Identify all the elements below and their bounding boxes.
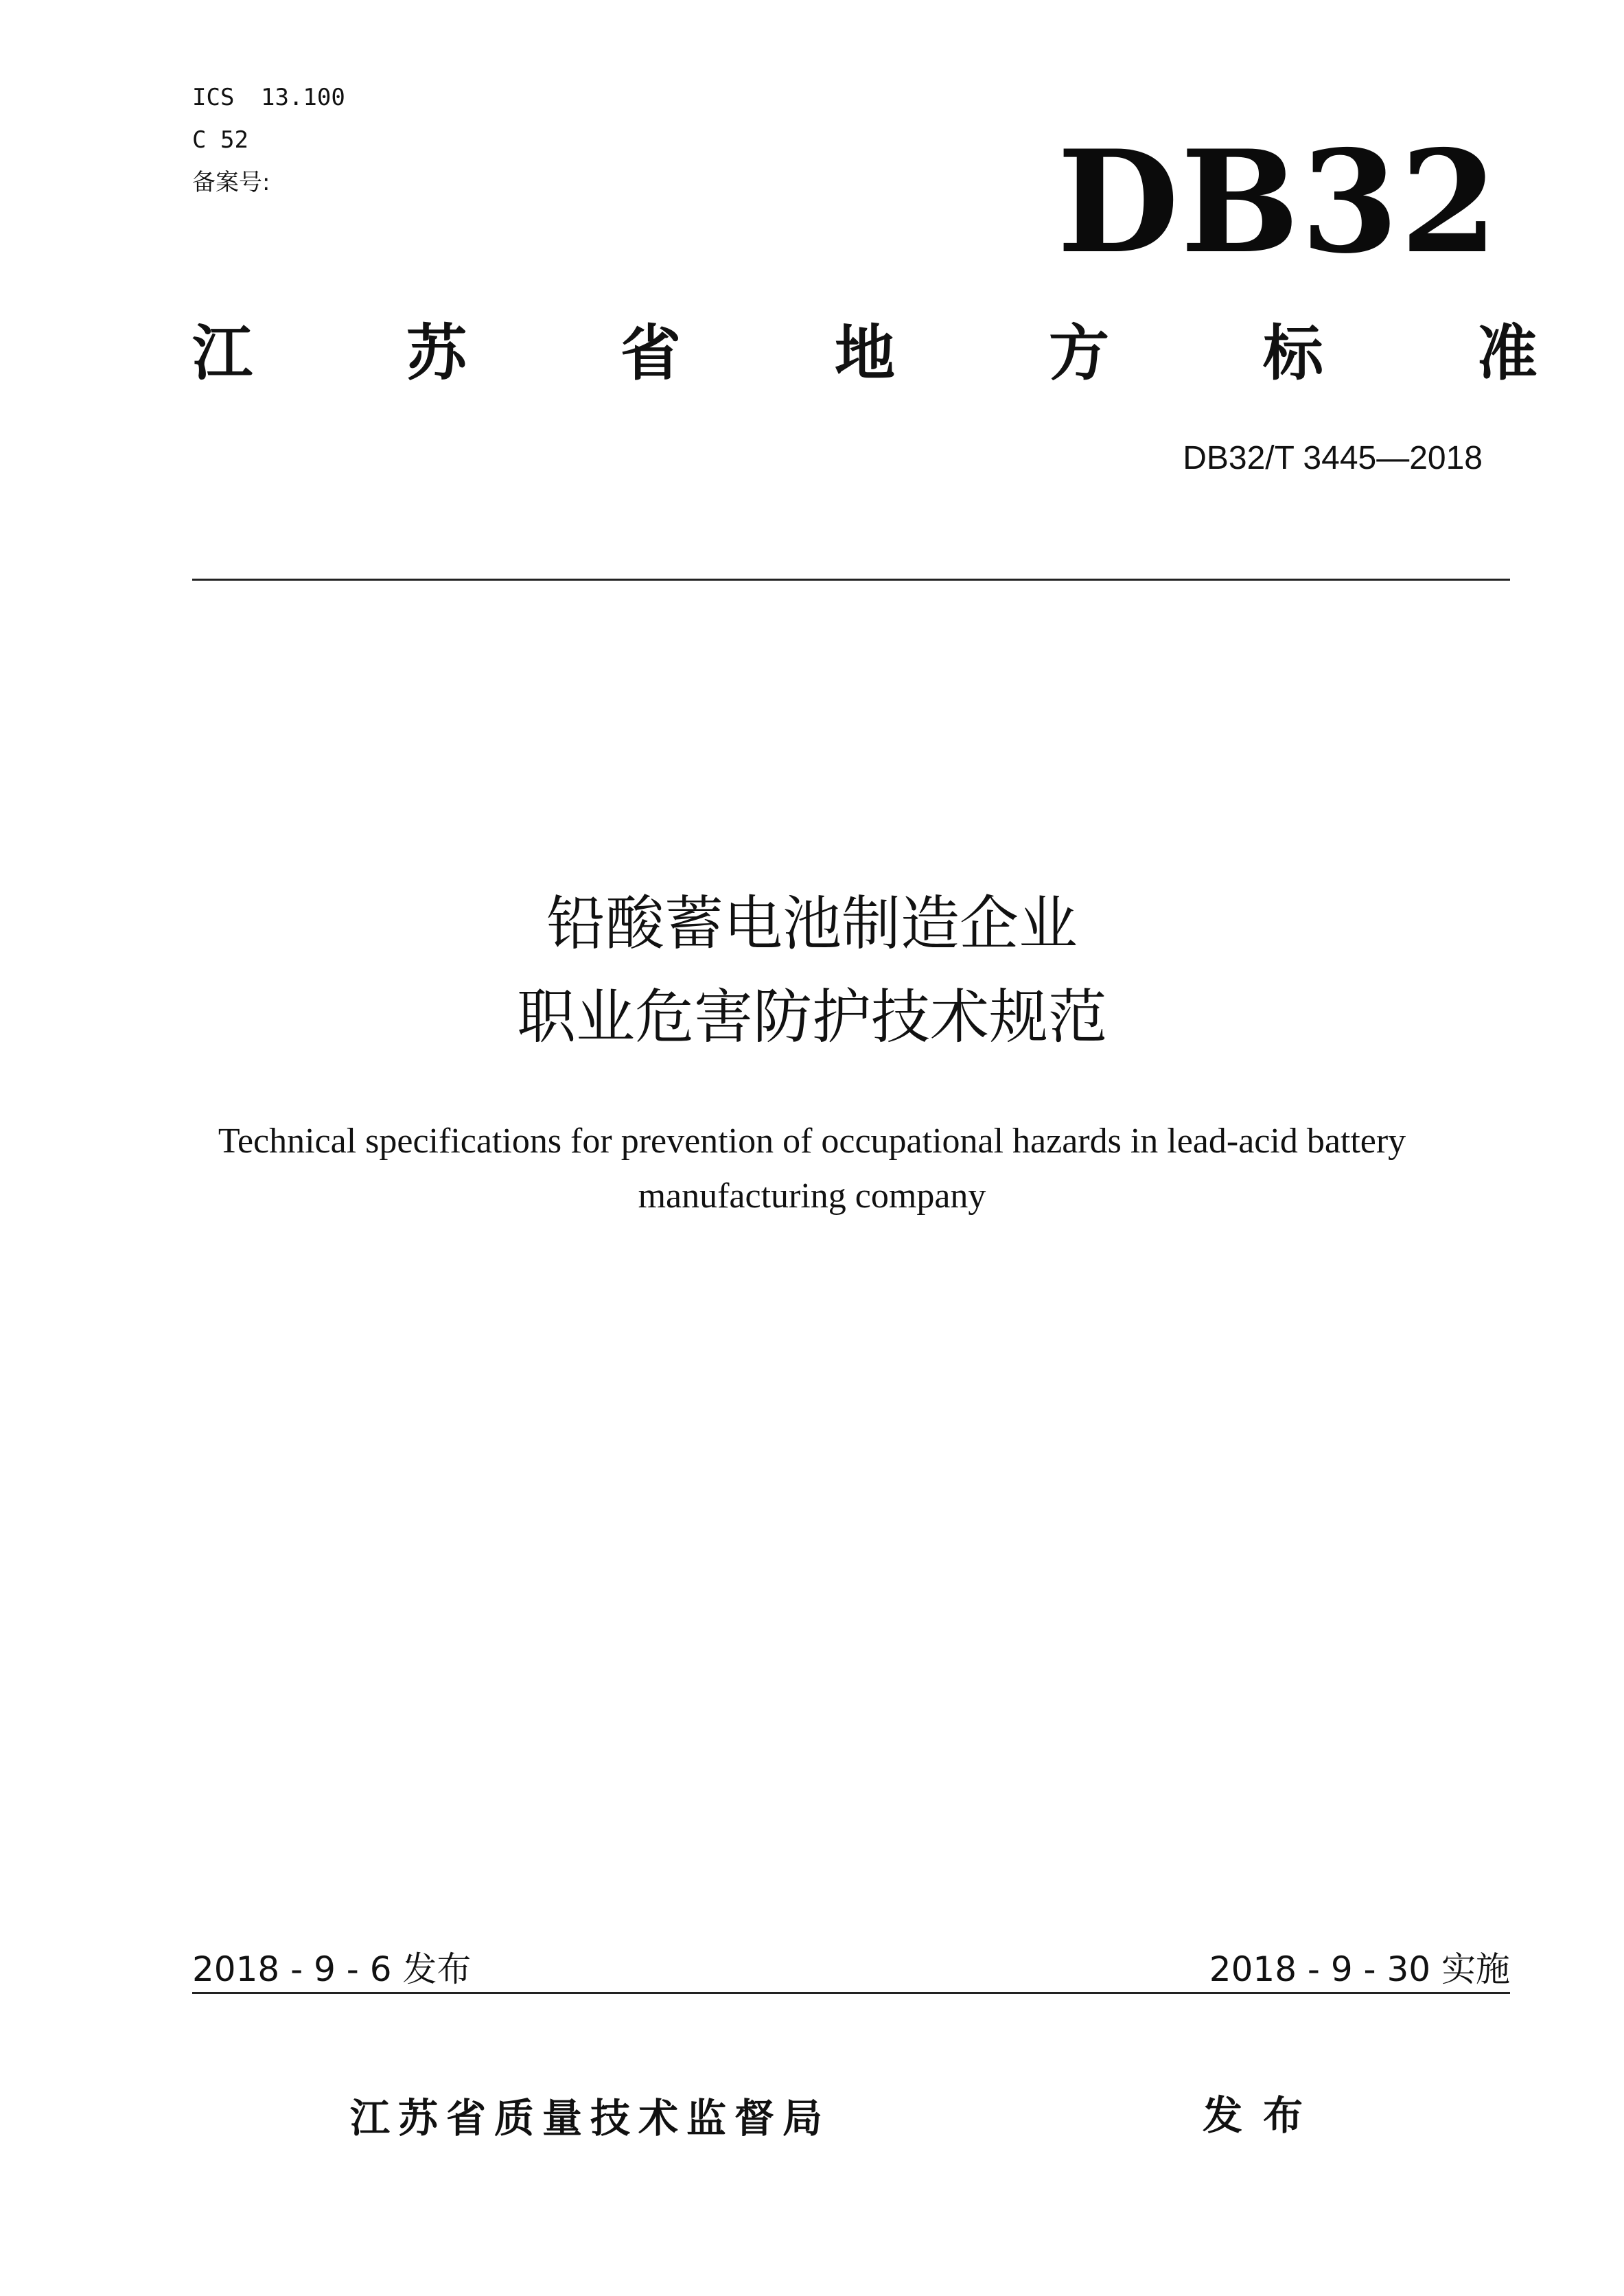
standard-type-char: 江 xyxy=(192,318,253,389)
standard-type-char: 省 xyxy=(620,318,681,389)
clc-code xyxy=(192,126,248,154)
filing-label: 备案号: xyxy=(192,169,270,196)
publisher-name: 江苏省质量技术监督局 xyxy=(350,2095,831,2142)
standard-number: DB32/T 3445—2018 xyxy=(1183,440,1483,476)
standard-type-heading xyxy=(192,316,1538,391)
ics-value: 13.100 xyxy=(261,84,345,111)
footer-divider xyxy=(192,1992,1510,1994)
clc-label: C xyxy=(192,126,207,154)
publish-label: 发布 xyxy=(1203,2092,1324,2139)
clc-value: 52 xyxy=(220,126,248,154)
chinese-title-line-2: 职业危害防护技术规范 xyxy=(517,983,1107,1052)
implementation-date: 2018 - 9 - 30 实施 xyxy=(1209,1949,1510,1989)
issue-date: 2018 - 9 - 6 发布 xyxy=(192,1949,472,1989)
db-standard-mark: DB32 xyxy=(1057,120,1500,285)
header-divider xyxy=(192,579,1510,581)
chinese-title-line-1: 铅酸蓄电池制造企业 xyxy=(546,890,1078,958)
english-title-line-2: manufacturing company xyxy=(638,1176,986,1216)
standard-type-char: 苏 xyxy=(406,318,467,389)
standard-type-char: 地 xyxy=(834,318,895,389)
ics-label: ICS xyxy=(192,84,235,111)
standard-type-char: 准 xyxy=(1476,318,1538,389)
filing-number xyxy=(192,169,270,196)
standard-type-char: 方 xyxy=(1048,318,1109,389)
standard-type-char: 标 xyxy=(1262,318,1323,389)
english-title-line-1: Technical specifications for prevention of occupational hazards in lead-acid battery xyxy=(218,1122,1406,1161)
ics-code xyxy=(192,84,345,111)
